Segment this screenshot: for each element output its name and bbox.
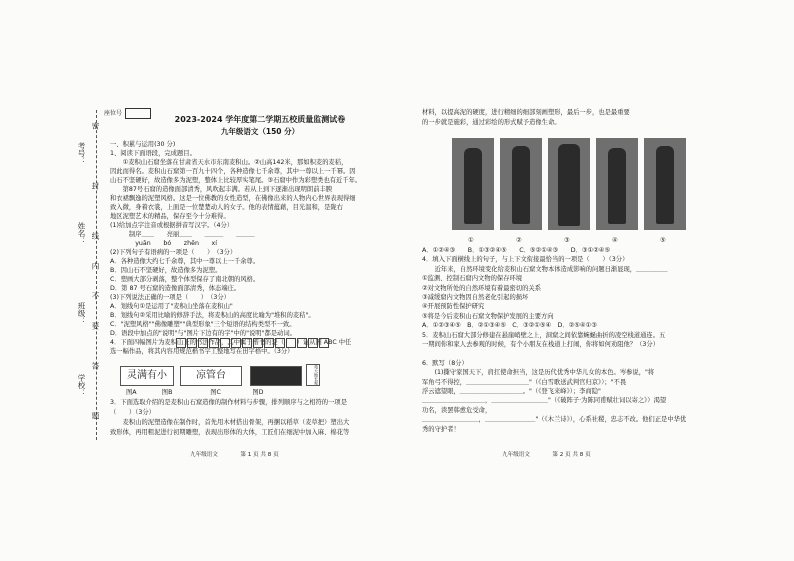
text-line: 和衣裙飘逸的泥塑风格。这是一位佛教的女性造型，在佛像出来的人物内心世界表现得细 <box>110 195 356 202</box>
text-line: 近年来，自然环境变化给麦积山石窟文物本体造成影响的问题日渐显现，＿＿＿＿＿ <box>422 265 668 273</box>
seal-char: 不 <box>91 292 100 300</box>
text-line: 第87号石窟的造像面部清秀，风吹起丰满。若从上到下逐渐出现明朗前丰腴 <box>110 186 333 193</box>
text-line: A．①②④③ B．①③②④⑤ C．⑤②①④③ D．③①②④⑤ <box>422 247 611 254</box>
image-labels: 图A 图B 图C 图D <box>126 389 264 396</box>
photo-label: ⑤ <box>660 237 666 244</box>
text-line: D．第 87 号石窟的造像面部清秀，体态端庄。 <box>110 285 241 292</box>
text-line: 材料，以提高泥的硬度，进行精细的细部刻画塑形，最后一步，也是最重要 <box>422 109 630 116</box>
seal-char: 答 <box>91 362 100 370</box>
photo-label: ③ <box>564 237 570 244</box>
text-line: yuān bó zhēn xí <box>110 240 218 247</box>
statue-photo-2 <box>500 138 542 230</box>
text-line: A．①②③④⑤ B．②①③④⑤ C．③②①⑤④ D．②⑤④①③ <box>422 322 597 330</box>
text-line: (2)下列句子有语病的一项是（ ） （3分） <box>110 249 237 256</box>
text-line: 的一步就是施彩，通过彩绘的形式赋予造像生命。 <box>422 119 561 126</box>
page-1-footer: 九年级语文 第 1 页 共 8 页 <box>190 452 279 458</box>
statue-photo-4 <box>596 138 638 230</box>
text-line: 1、阅读下面语段，完成题目。 <box>110 150 196 157</box>
photo-label: ② <box>516 237 522 244</box>
text-line: (3)下列说法正确的一项是（ ） （3分） <box>110 294 230 301</box>
text-line: 麦积山的泥塑造像在制作时，首先用木材搭出骨架，再捆以稻草（麦草把）塑出大 <box>110 419 350 426</box>
calligraphy-b: 凉管台 <box>180 366 242 386</box>
text-line: 4．填入下面横线上的句子，与上下文衔接最恰当的一项是（ ）（3分） <box>422 256 629 264</box>
text-line: 因此而得名。麦积山石窟第一百九十四个，各种造像七千余尊，其中一尊以上一千幂。因 <box>110 168 356 175</box>
text-line: 4．下面四幅图片为麦积山上的书法作品，其中属于楷书的是（ ）请从图 ABC 中任 <box>110 339 352 346</box>
text-line: ②对文物所处的自然环境有着最密切的关系 <box>422 284 541 292</box>
binding-gutter <box>20 112 102 442</box>
statue-photo-5 <box>644 138 686 230</box>
text-line: ＿＿＿＿＿＿＿＿＿，＿＿＿＿＿＿＿＿"（《木兰诗》），心系社稷，忠志不改。他们正是中华优 <box>422 416 687 424</box>
photo-label: ① <box>468 237 474 244</box>
text-line: D．语段中加点的"说明"与"图片下边有的字"中的"说明"都是动词。 <box>110 330 296 337</box>
text-line: 6．默写（8分） <box>422 359 468 367</box>
name-label: 姓名： <box>77 222 86 245</box>
text-line: 功名，读罢韩愈危受命， <box>422 406 492 414</box>
seal-char: 密 <box>91 122 100 130</box>
school-label: 学校： <box>77 374 86 397</box>
text-line: ④开展预防性保护研究 <box>422 303 485 311</box>
text-line: 浮云遮望眼，＿＿＿＿＿＿＿＿＿＿。"（《登飞来峰》）；李商隐" <box>422 388 601 395</box>
exam-subtitle: 九年级语文（150 分） <box>220 127 300 136</box>
photo-label: ④ <box>612 237 618 244</box>
calligraphy-c <box>250 366 302 386</box>
text-line: 秀的守护者！ <box>422 425 460 433</box>
text-line: C．塑画大部分剥落，整个体型保存了南北朝的风格。 <box>110 276 260 283</box>
text-line: 地区泥塑艺术的精品，保存至今十分难得。 <box>110 213 230 220</box>
seal-char: 要 <box>91 322 100 330</box>
text-line: 一、积累与运用(30 分) <box>110 141 176 148</box>
text-line: A．各种造像大约七千余尊，其中一尊以上一千余尊。 <box>110 258 260 265</box>
text-line: （ ）（3分） <box>110 409 155 416</box>
exam-no-label: 考号： <box>77 142 86 165</box>
text-line: 制序＿＿ 亮丽＿＿ ＿＿＿ ＿＿＿ <box>110 231 255 238</box>
text-line: ①麦积山石窟坐落在甘肃省天水市东南麦积山。②山高142米，那如积麦的麦秸， <box>110 159 348 166</box>
page-2-footer: 九年级语文 第 2 页 共 8 页 <box>502 452 591 458</box>
text-line: B．因山石不坚硬好，故造像多为泥塑。 <box>110 267 222 274</box>
tianzige-grid <box>176 338 330 348</box>
calligraphy-d: 苑大地长观 <box>306 364 320 386</box>
seal-char: 线 <box>91 232 100 240</box>
seat-number-label: 座位号 <box>104 110 123 117</box>
text-line: ＿＿＿＿＿＿＿＿＿＿，＿＿＿＿＿＿＿＿＿"（《破阵子·为陈同甫赋壮词以寄之》）渴望 <box>422 397 667 405</box>
text-line: 致入微，身着衣裳，上面是一位楚楚动人的女子。他的表情蕴藉，目光温和，是陇右 <box>110 204 343 211</box>
text-line: 一期间你和家人去参观的时候，有个小朋友在栈道上打闹，你将如何劝阻他？（3分） <box>422 341 659 348</box>
seal-char: 封 <box>91 182 100 190</box>
seal-char: 题 <box>91 412 100 420</box>
text-line: C．"泥塑风格""佛像雕塑""典型形象"三个短语的结构类型不一致。 <box>110 321 296 328</box>
text-line: 致形体，再用粗泥进行初期雕塑，表现出形体的大体，工匠们在细泥中加入麻、棉花等 <box>110 429 350 436</box>
page-1 <box>110 104 410 456</box>
text-line: 3．下面选取介绍的是麦积山石窟造像的制作材料与步骤，排列顺序与之相符的一项是 <box>110 399 347 406</box>
text-line: (1)撕守家国天下，肩扛使命担当，这是历代优秀中华儿女的本色。岑参说，"将 <box>422 369 655 377</box>
text-line: 选一幅作品，将其内容用规范楷书字工整地写在田字格中。（3分） <box>110 348 294 355</box>
text-line: 山石不坚硬好，故造像多为泥塑，整体上比较厚实笔尾。③石窟中作为彩塑类也有近千年。 <box>110 177 362 184</box>
text-line: ①监测、控制石窟内文物的保存环境 <box>422 275 523 283</box>
statue-photos <box>422 138 722 234</box>
exam-title: 2023-2024 学年度第二学期五校质量监测试卷 <box>174 115 346 124</box>
statue-photo-3 <box>548 138 590 230</box>
text-line: A．划线句①是运用了"麦积山坐落在麦积山" <box>110 303 233 310</box>
text-line: 军角弓不得控，＿＿＿＿＿＿＿＿＿＿"（《白雪歌送武判官归京》）；"不畏 <box>422 378 627 386</box>
text-line: ③减缓窟内文物因自然老化引起的损坏 <box>422 294 529 301</box>
text-line: ⑤将是今后麦积山石窟文物保护发展的主要方向 <box>422 312 554 320</box>
seal-char: 内 <box>91 262 100 270</box>
text-line: 5．麦积山石窟大部分修建在悬崖峭壁之上，洞窟之间依靠蜿蜒曲折的凌空栈道通连。五 <box>422 331 666 339</box>
statue-photo-1 <box>452 138 494 230</box>
text-line: (1)给加点字注音或根据拼音写汉字。（4分） <box>110 222 234 229</box>
text-line: B．划线句②采用比喻的修辞手法，将麦积山的高度比喻为"堆积的麦秸"。 <box>110 312 315 319</box>
calligraphy-a: 灵满有小 <box>120 366 174 386</box>
class-label: 班级： <box>77 302 86 325</box>
